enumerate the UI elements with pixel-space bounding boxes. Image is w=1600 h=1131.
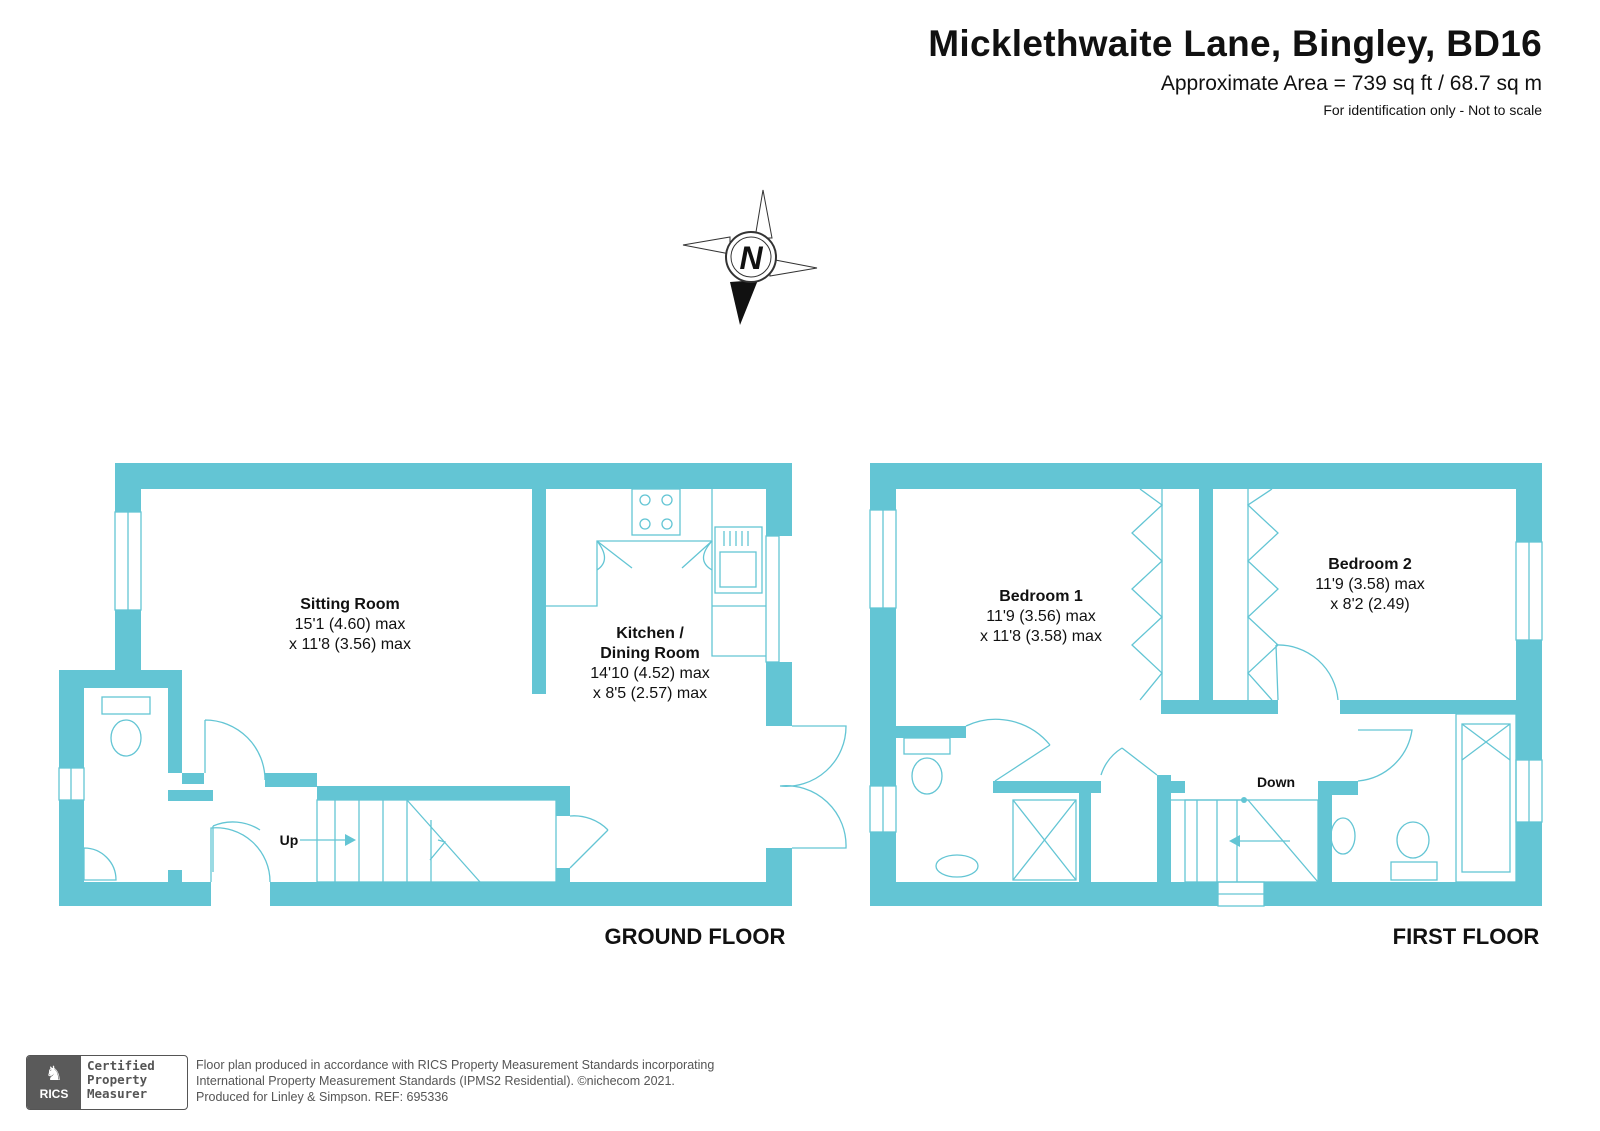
first-floor-label: FIRST FLOOR bbox=[1392, 924, 1540, 949]
first-floor-plan bbox=[870, 463, 1542, 906]
room-dim: x 11'8 (3.56) max bbox=[289, 636, 411, 653]
stairs-down-label: Down bbox=[1256, 774, 1296, 790]
room-name-kitchen: Kitchen / bbox=[616, 625, 684, 642]
compass-rose-icon bbox=[683, 190, 817, 325]
footer-line: Floor plan produced in accordance with RICS Property Measurement Standards incorporating bbox=[196, 1058, 715, 1072]
room-dim: 11'9 (3.58) max bbox=[1315, 576, 1425, 593]
bath-icon bbox=[1456, 714, 1516, 882]
lion-icon: ♞ bbox=[45, 1063, 63, 1085]
basin-icon bbox=[936, 855, 978, 877]
room-dim: 14'10 (4.52) max bbox=[590, 665, 710, 682]
footer bbox=[26, 1055, 786, 1111]
room-dim: x 11'8 (3.58) max bbox=[980, 628, 1102, 645]
property-title: Micklethwaite Lane, Bingley, BD16 bbox=[928, 23, 1542, 64]
room-name-bedroom-2: Bedroom 2 bbox=[1328, 556, 1412, 573]
approximate-area: Approximate Area = 739 sq ft / 68.7 sq m bbox=[1160, 72, 1542, 96]
compass-north-label: N bbox=[739, 240, 763, 276]
room-dim: 11'9 (3.56) max bbox=[986, 608, 1096, 625]
footer-line: International Property Measurement Standards (IPMS2 Residential). ©nichecom 2021. bbox=[196, 1074, 675, 1088]
badge-text bbox=[81, 1056, 161, 1109]
stairs-up-label: Up bbox=[279, 832, 299, 848]
badge-line: Certified bbox=[87, 1058, 155, 1073]
rics-logo bbox=[27, 1056, 81, 1109]
scale-note: For identification only - Not to scale bbox=[1323, 102, 1542, 119]
toilet-icon bbox=[904, 738, 950, 754]
toilet-icon bbox=[102, 697, 150, 714]
room-dim: x 8'5 (2.57) max bbox=[592, 685, 708, 702]
room-dim: 15'1 (4.60) max bbox=[294, 616, 406, 633]
footer-line: Produced for Linley & Simpson. REF: 695336 bbox=[196, 1090, 449, 1104]
badge-line: Property bbox=[87, 1072, 148, 1087]
room-name-dining-room: Dining Room bbox=[600, 645, 700, 662]
basin-icon bbox=[1331, 818, 1355, 854]
room-dim: x 8'2 (2.49) bbox=[1330, 596, 1410, 613]
footer-text bbox=[196, 1057, 714, 1105]
room-name-sitting-room: Sitting Room bbox=[300, 596, 400, 613]
badge-line: Measurer bbox=[87, 1086, 148, 1101]
hob-icon bbox=[632, 489, 680, 535]
ground-floor-label: GROUND FLOOR bbox=[604, 924, 786, 949]
shower-icon bbox=[84, 848, 116, 880]
rics-badge bbox=[26, 1055, 188, 1110]
sink-icon bbox=[715, 527, 762, 593]
toilet-icon bbox=[1397, 822, 1429, 858]
window-icon bbox=[766, 536, 779, 662]
room-name-bedroom-1: Bedroom 1 bbox=[999, 588, 1083, 605]
rics-brand: RICS bbox=[39, 1087, 69, 1101]
